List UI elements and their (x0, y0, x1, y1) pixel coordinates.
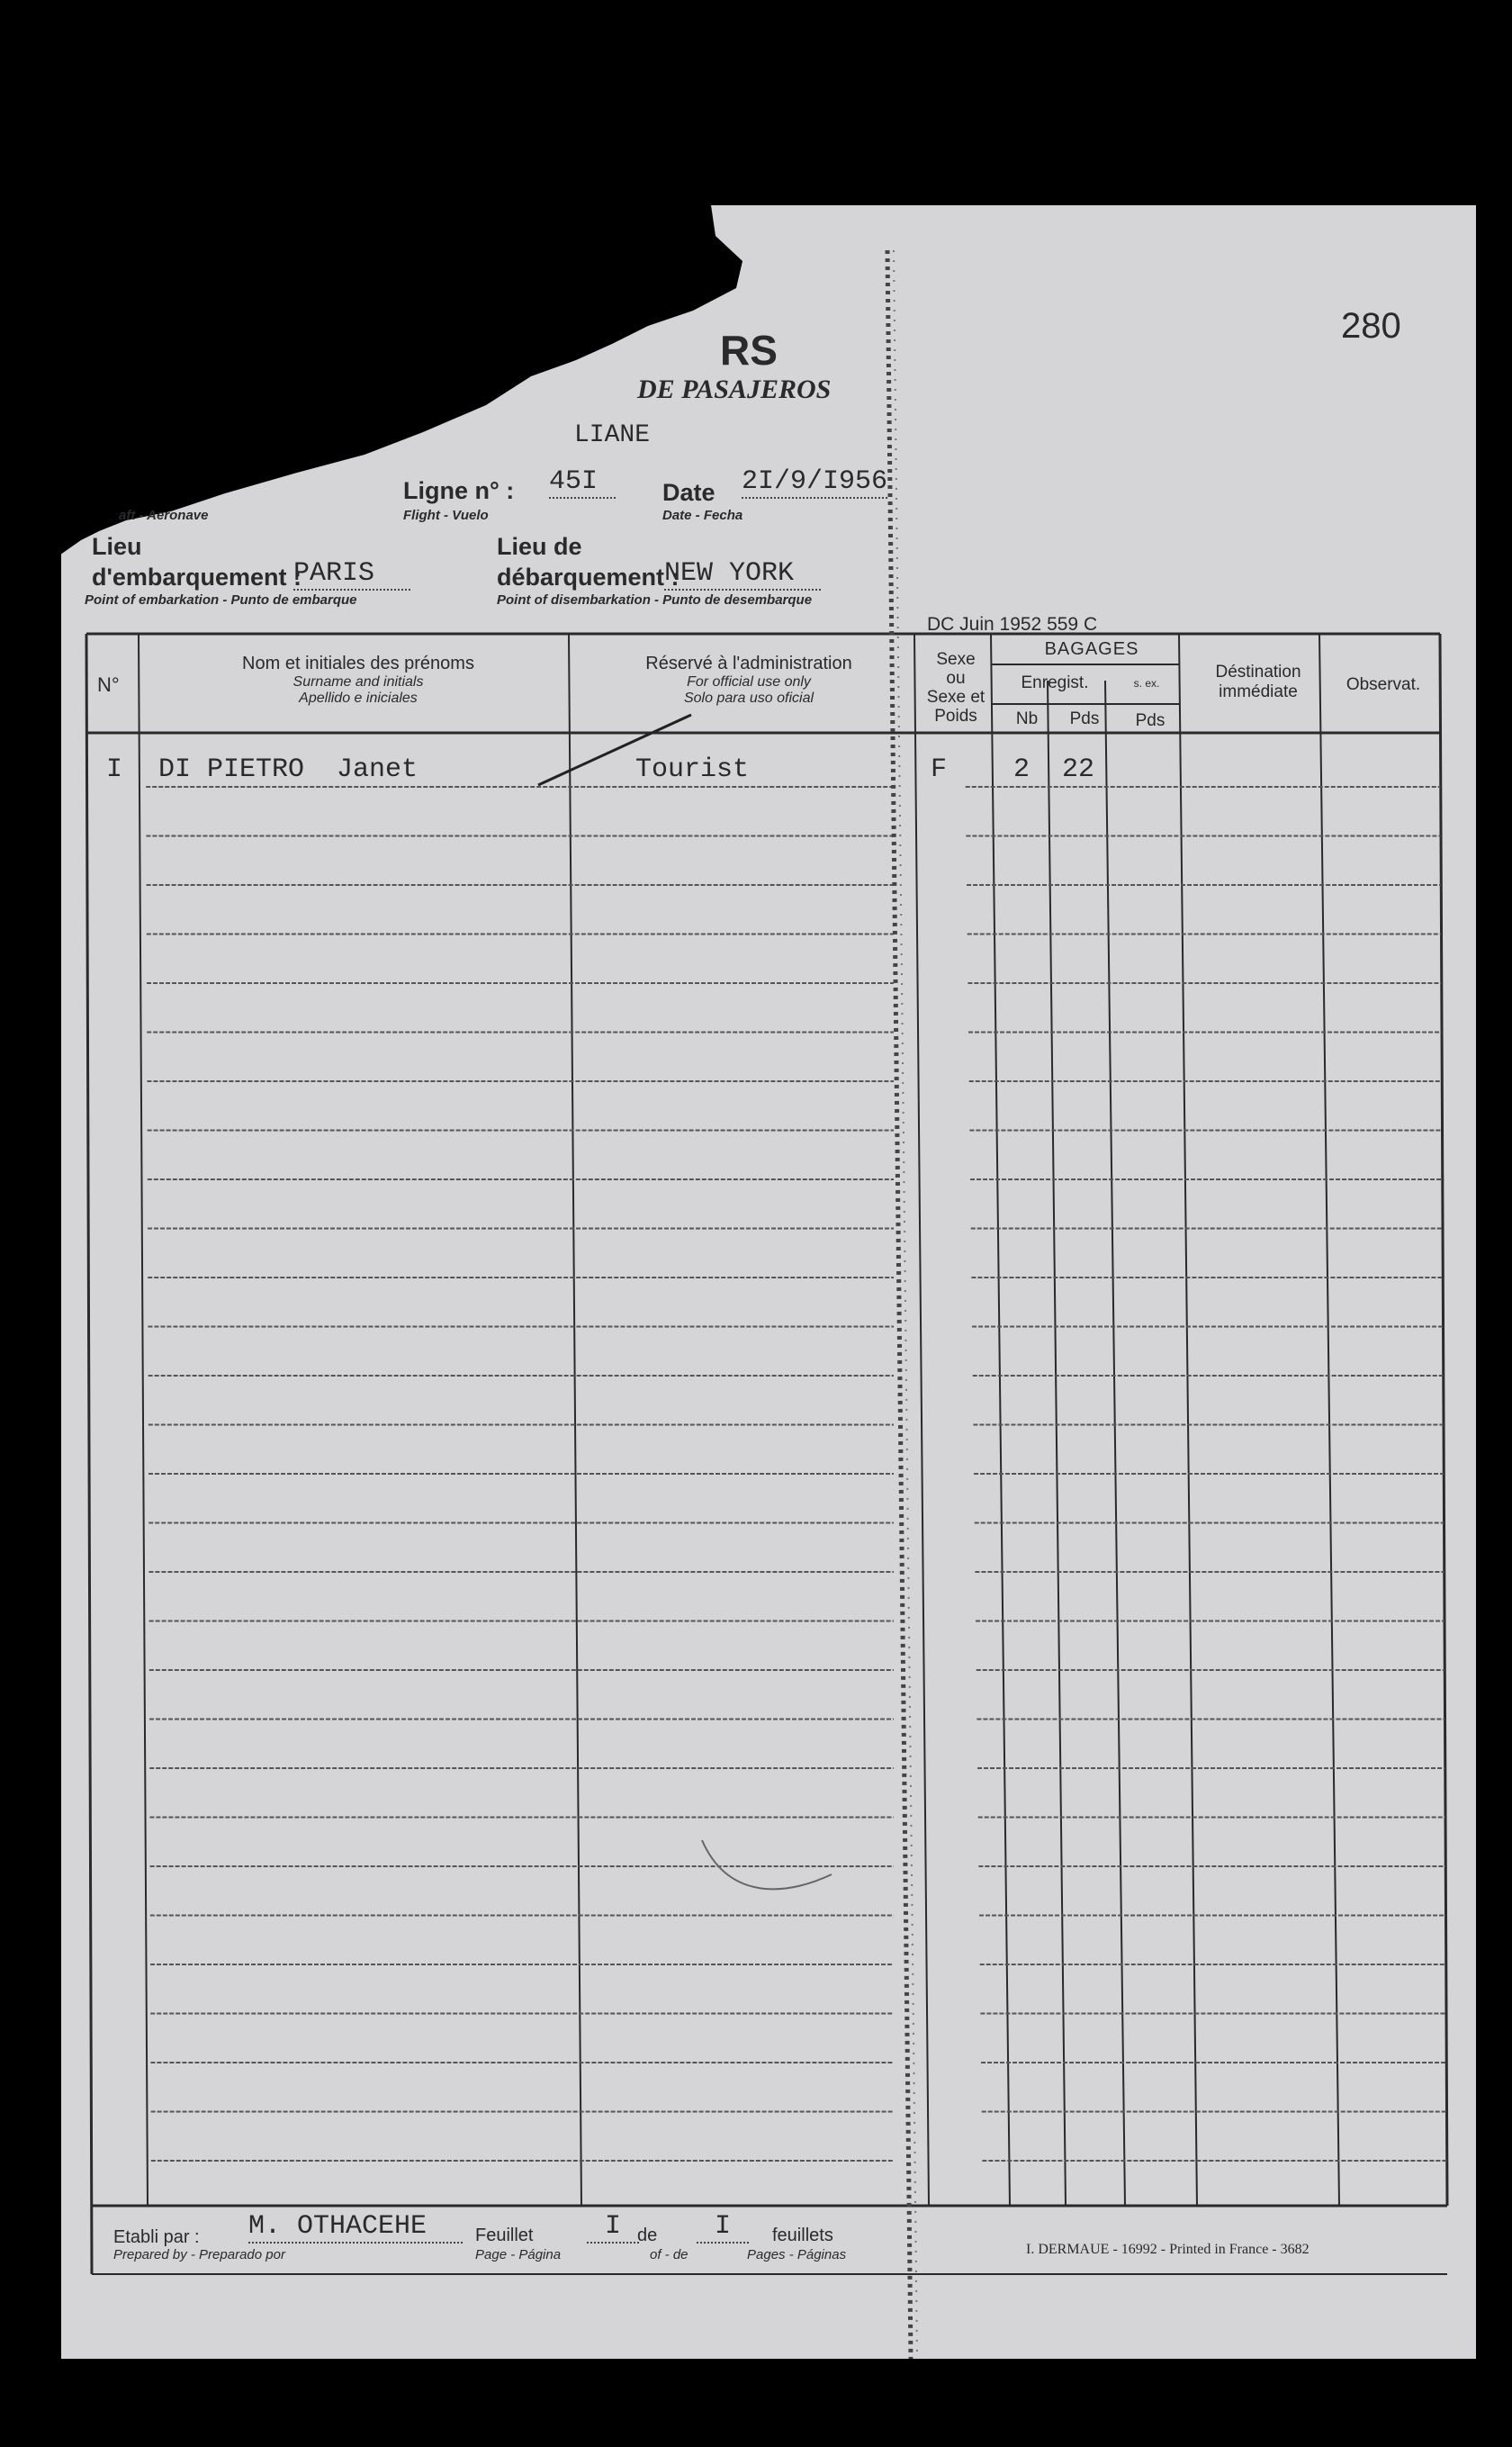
col-header-no: N° (97, 673, 120, 696)
col-sex-4: Poids (934, 707, 977, 726)
col-destination-1: Déstination (1215, 663, 1301, 682)
flight-value: 45I (549, 466, 616, 499)
col-header-pds: Pds (1069, 709, 1100, 728)
form-code: DC Juin 1952 559 C (927, 614, 1098, 635)
embark-value: PARIS (293, 558, 410, 591)
date-label: Date (662, 479, 716, 506)
col-header-bagages: BAGAGES (1044, 639, 1139, 659)
col-sex-2: ou (946, 669, 966, 688)
flight-label: Ligne n° : (403, 477, 515, 504)
col-admin-es: Solo para uso oficial (683, 691, 814, 706)
prepared-label: Etabli par : (113, 2227, 200, 2247)
col-header-sem: s. ex. (1133, 677, 1160, 690)
col-name-main: Nom et initiales des prénoms (242, 654, 474, 673)
of-value: I (697, 2211, 749, 2244)
disembark-label-1: Lieu de (497, 533, 582, 560)
passenger-bags-nb: 2 (1013, 754, 1030, 785)
col-name-en: Surname and initials (292, 674, 424, 690)
date-value: 2I/9/I956 (742, 466, 888, 497)
subtitle-fragment: DE PASAJEROS (637, 375, 832, 404)
printer-line: I. DERMAUE - 16992 - Printed in France - 3682 (1026, 2242, 1310, 2257)
col-admin-main: Réservé à l'administration (645, 654, 852, 673)
page-sub: Page - Página (475, 2247, 562, 2262)
embark-label-1: Lieu (92, 533, 142, 560)
prepared-value: M. OTHACEHE (248, 2211, 463, 2244)
manifest-sheet (61, 205, 1476, 2359)
disembark-label-2: débarquement : (497, 564, 680, 591)
disembark-sub: Point of disembarkation - Punto de desembarque (497, 592, 813, 608)
passenger-no: I (106, 754, 123, 785)
title-fragment: RS (720, 327, 778, 374)
prepared-sub: Prepared by - Preparado por (113, 2247, 285, 2262)
pages-sub: Pages - Páginas (747, 2247, 847, 2262)
col-sex-1: Sexe (936, 650, 976, 669)
disembark-value: NEW YORK (664, 558, 821, 591)
embark-sub: Point of embarkation - Punto de embarque (85, 592, 357, 608)
passenger-bags-pds: 22 (1062, 754, 1095, 785)
flight-sub: Flight - Vuelo (403, 508, 489, 523)
col-sex-3: Sexe et (926, 688, 986, 707)
col-header-pds2: Pds (1135, 711, 1166, 730)
sheet-label: Feuillet (475, 2226, 534, 2245)
col-header-nb: Nb (1015, 709, 1039, 728)
col-admin-en: For official use only (687, 674, 811, 690)
col-header-observ: Observat. (1346, 675, 1421, 694)
pen-stroke (61, 205, 1476, 2359)
col-header-enregist: Enregist. (1021, 673, 1089, 692)
passenger-sex: F (931, 754, 948, 785)
of-label: de (637, 2226, 658, 2245)
airline-fragment: LIANE (574, 421, 651, 449)
embark-label-2: d'embarquement : (92, 564, 302, 591)
of-sub: of - de (650, 2247, 688, 2262)
col-name-es: Apellido e iniciales (299, 691, 418, 706)
passenger-admin: Tourist (635, 754, 750, 785)
sheets-label: feuillets (772, 2226, 833, 2245)
date-sub: Date - Fecha (662, 508, 743, 523)
passenger-name: DI PIETRO Janet (158, 754, 418, 785)
sheet-value: I (587, 2211, 639, 2244)
aircraft-sub: aft - Aeronave (119, 508, 209, 523)
col-destination-2: immédiate (1219, 682, 1298, 701)
page-number: 280 (1341, 306, 1401, 346)
